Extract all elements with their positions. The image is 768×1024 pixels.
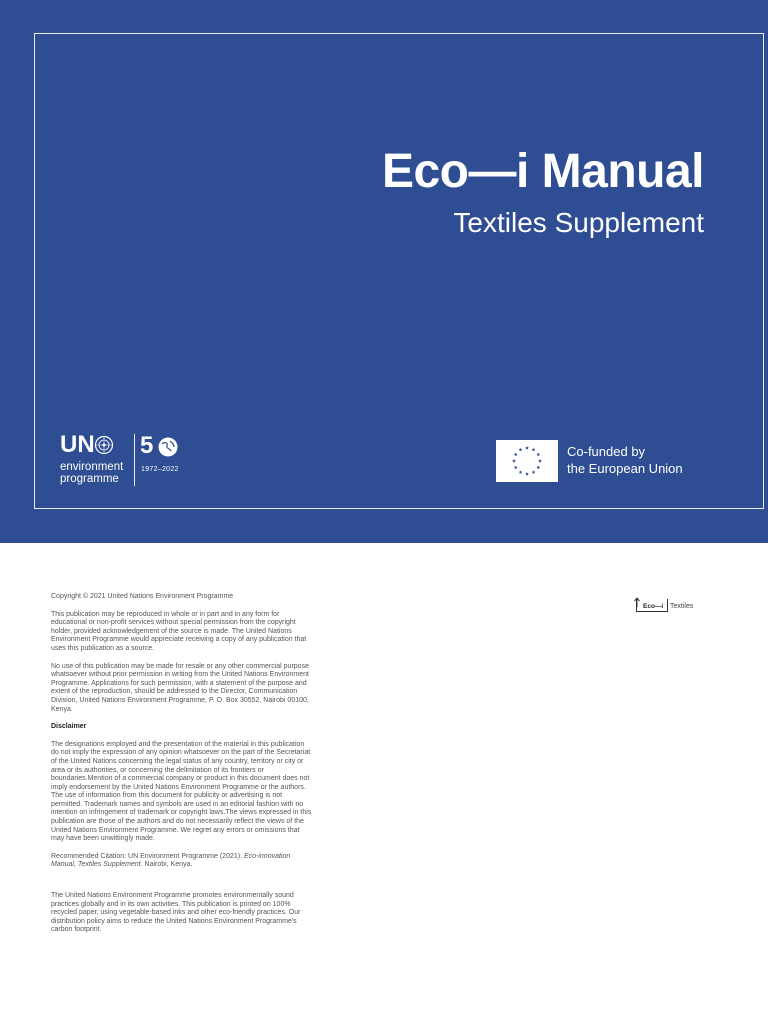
- eco-badge-label: Eco—i: [643, 603, 664, 610]
- eu-star: [512, 459, 516, 463]
- disclaimer-heading: Disclaimer: [51, 723, 87, 731]
- unep-logo: [60, 432, 190, 488]
- resale-paragraph: No use of this publication may be made for resale or any other commercial purpose whatsoever without prior permission in writing from the United Nations Environment Programme. Applications for such permission, with a statement of the purpose and extent of the reproduction, should be addressed to the Director, Communication Division, United Nations Environment Programme, P. O. Box 30552, Nairobi 00100, Kenya.: [51, 662, 309, 713]
- unep-word-programme: programme: [60, 473, 119, 485]
- eu-line-1: Co-funded by: [567, 444, 646, 459]
- globe-icon: [157, 436, 179, 463]
- unep-word-environment: environment: [60, 461, 124, 473]
- eu-star: [532, 448, 536, 452]
- environment-practices-paragraph: The United Nations Environment Programme promotes environmentally sound practices globally and in its own activities. This publication is printed on 100% recycled paper, using vegetable-based inks and other eco-friendly practices. Our distribution policy aims to reduce the United Nations Environment Programme's carbon footprint.: [51, 892, 301, 934]
- eu-star: [514, 466, 518, 470]
- eu-star: [538, 459, 542, 463]
- eu-star: [525, 446, 529, 450]
- unep-years: 1972–2022: [141, 466, 179, 473]
- disclaimer-paragraph: The designations employed and the presentation of the material in this publication do not imply the expression of any opinion whatsoever on the part of the Secretariat of the United Nations concerning the legal status of any country, territory or city or area or its authorities, or concerning the delimitation of its frontiers or boundaries.Mention of a commercial company or product in this document does not imply endorsement by the United Nations Environment Programme or the authors. The use of information from this document for publicity or advertising is not permitted. Trademark names and symbols are used in an editorial fashion with no intention on infringement of trademark or copyright laws.The views expressed in this publication are those of the authors and do not necessarily reflect the views of the United Nations Environment Programme. We regret any errors or omissions that may have been unwittingly made.: [51, 740, 312, 843]
- eu-star: [519, 448, 523, 452]
- eu-star: [525, 472, 529, 476]
- unep-fifty: 5: [140, 432, 154, 459]
- citation-paragraph: [51, 853, 313, 870]
- eu-star: [514, 453, 518, 457]
- unep-un-text: UN: [60, 431, 95, 458]
- eu-star: [532, 470, 536, 474]
- cover-subtitle: Textiles Supplement: [453, 207, 704, 238]
- un-emblem-icon: [94, 435, 114, 460]
- citation-prefix: Recommended Citation: UN Environment Programme (2021).: [51, 852, 244, 860]
- eu-star: [519, 470, 523, 474]
- eu-star: [536, 453, 540, 457]
- eco-badge-textiles: Textiles: [670, 603, 694, 610]
- unep-divider: [134, 434, 135, 486]
- cover-title: Eco—i Manual: [381, 145, 704, 198]
- eco-badge-box: [636, 599, 668, 612]
- eu-line-2: the European Union: [567, 461, 683, 476]
- eu-star: [536, 466, 540, 470]
- eu-cofunded-text: [567, 443, 683, 477]
- eu-flag-icon: [496, 440, 558, 482]
- reproduction-paragraph: This publication may be reproduced in whole or in part and in any form for educational or non-profit services without special permission from the copyright holder, provided acknowledgement of the source is made. The United Nations Environment Programme would appreciate receiving a copy of any publication that uses this publication as a source.: [51, 610, 307, 652]
- copyright-line: Copyright © 2021 United Nations Environment Programme: [51, 593, 234, 600]
- inner-cover-text: [51, 593, 313, 944]
- citation-suffix: . Nairobi, Kenya.: [140, 861, 193, 869]
- citation-title: Eco-innovation Manual, Textiles Supplement: [51, 852, 291, 869]
